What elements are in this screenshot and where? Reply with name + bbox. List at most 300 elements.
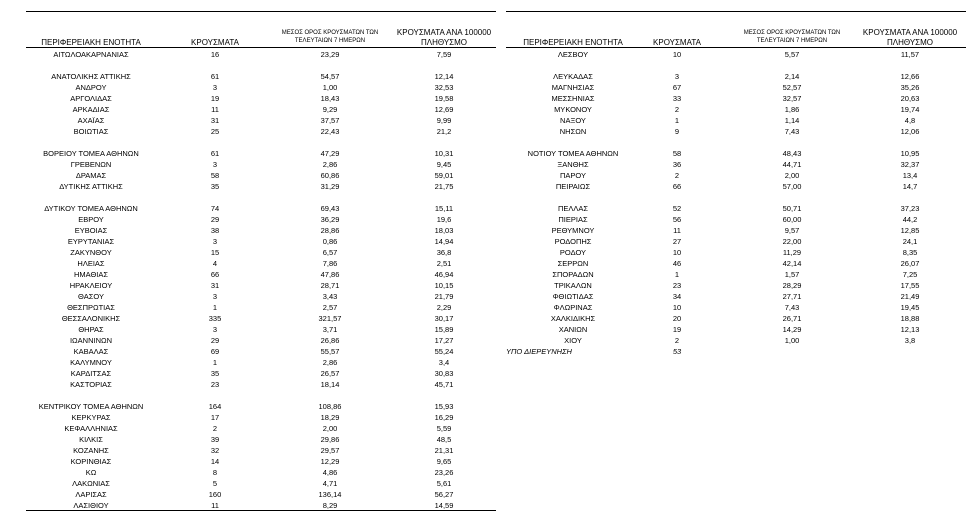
avg-cell: 57,00 <box>782 182 802 191</box>
table-row <box>26 203 496 214</box>
region-cell: ΜΑΓΝΗΣΙΑΣ <box>551 83 595 92</box>
table-row <box>26 346 496 357</box>
table-row <box>506 159 966 170</box>
cases-cell: 4 <box>212 259 218 268</box>
region-cell: ΘΑΣΟΥ <box>78 292 104 301</box>
region-cell: ΡΟΔΟΥ <box>559 248 587 257</box>
region-cell: ΧΑΝΙΩΝ <box>558 325 588 334</box>
region-cell: ΗΜΑΘΙΑΣ <box>73 270 109 279</box>
cases-cell: 16 <box>210 50 220 59</box>
cases-cell: 53 <box>672 347 682 356</box>
avg-cell: 0,86 <box>322 237 338 246</box>
avg-cell: 22,00 <box>782 237 802 246</box>
region-cell: ΑΡΓΟΛΙΔΑΣ <box>70 94 112 103</box>
avg-cell: 18,14 <box>320 380 340 389</box>
cases-cell: 11 <box>673 226 681 235</box>
region-cell: ΣΕΡΡΩΝ <box>557 259 589 268</box>
cases-cell: 74 <box>210 204 220 213</box>
region-cell: ΔΡΑΜΑΣ <box>75 171 107 180</box>
avg-cell: 28,86 <box>320 226 340 235</box>
region-cell: ΥΠΟ ΔΙΕΡΕΥΝΗΣΗ <box>506 347 572 356</box>
per100k-cell: 15,89 <box>434 325 454 334</box>
per100k-cell: 4,8 <box>904 116 916 125</box>
cases-cell: 11 <box>211 501 219 510</box>
region-cell: ΡΟΔΟΠΗΣ <box>554 237 592 246</box>
avg-cell: 29,57 <box>320 446 340 455</box>
region-cell: ΓΡΕΒΕΝΩΝ <box>70 160 112 169</box>
region-cell: ΚΕΡΚΥΡΑΣ <box>71 413 111 422</box>
region-cell: ΚΑΡΔΙΤΣΑΣ <box>70 369 112 378</box>
cases-cell: 20 <box>672 314 682 323</box>
table-row <box>26 291 496 302</box>
cases-cell: 58 <box>210 171 220 180</box>
table-row <box>26 302 496 313</box>
avg-cell: 1,00 <box>322 83 338 92</box>
table-row <box>26 401 496 412</box>
table-row <box>26 192 496 203</box>
cases-cell: 66 <box>672 182 682 191</box>
per100k-cell: 56,27 <box>434 490 454 499</box>
avg-cell: 32,57 <box>782 94 802 103</box>
per100k-cell: 13,4 <box>902 171 918 180</box>
region-cell: ΣΠΟΡΑΔΩΝ <box>552 270 594 279</box>
left-header-per100k-line2: ΠΛΗΘΥΣΜΟ <box>420 38 468 47</box>
region-cell: ΠΙΕΡΙΑΣ <box>558 215 588 224</box>
per100k-cell: 14,7 <box>902 182 918 191</box>
avg-cell: 22,43 <box>320 127 340 136</box>
per100k-cell: 10,15 <box>434 281 454 290</box>
table-row <box>506 302 966 313</box>
per100k-cell: 20,63 <box>900 94 920 103</box>
per100k-cell: 7,59 <box>436 50 452 59</box>
cases-cell: 15 <box>210 248 220 257</box>
region-cell: ΜΕΣΣΗΝΙΑΣ <box>551 94 595 103</box>
per100k-cell: 36,8 <box>436 248 452 257</box>
per100k-cell: 9,45 <box>436 160 452 169</box>
table-row <box>506 170 966 181</box>
per100k-cell: 15,93 <box>434 402 454 411</box>
region-cell: ΚΑΒΑΛΑΣ <box>73 347 109 356</box>
per100k-cell: 3,8 <box>904 336 916 345</box>
left-header-region: ΠΕΡΙΦΕΡΕΙΑΚΗ ΕΝΟΤΗΤΑ <box>41 38 141 47</box>
cases-cell: 2 <box>674 171 680 180</box>
cases-cell: 17 <box>210 413 220 422</box>
bottom-border-left <box>26 510 496 511</box>
region-cell: ΑΝΑΤΟΛΙΚΗΣ ΑΤΤΙΚΗΣ <box>51 72 131 81</box>
cases-cell: 33 <box>672 94 682 103</box>
region-cell: ΕΥΒΟΙΑΣ <box>74 226 108 235</box>
region-cell: ΛΑΡΙΣΑΣ <box>75 490 107 499</box>
avg-cell: 2,00 <box>322 424 338 433</box>
per100k-cell: 16,29 <box>434 413 454 422</box>
table-row <box>26 236 496 247</box>
avg-cell: 1,86 <box>784 105 800 114</box>
avg-cell: 37,57 <box>320 116 340 125</box>
region-cell: ΠΑΡΟΥ <box>559 171 586 180</box>
per100k-cell: 12,85 <box>900 226 920 235</box>
cases-cell: 58 <box>672 149 682 158</box>
table-row <box>26 456 496 467</box>
avg-cell: 18,29 <box>320 413 340 422</box>
avg-cell: 2,86 <box>322 160 338 169</box>
per100k-cell: 32,37 <box>900 160 920 169</box>
top-border-right <box>506 11 966 12</box>
table-row <box>506 104 966 115</box>
avg-cell: 54,57 <box>320 72 340 81</box>
avg-cell: 60,86 <box>320 171 340 180</box>
per100k-cell: 18,88 <box>900 314 920 323</box>
per100k-cell: 10,95 <box>900 149 920 158</box>
region-cell: ΚΩ <box>85 468 97 477</box>
avg-cell: 14,29 <box>782 325 802 334</box>
region-cell: ΕΒΡΟΥ <box>78 215 104 224</box>
region-cell: ΛΑΚΩΝΙΑΣ <box>72 479 110 488</box>
region-cell: ΒΟΙΩΤΙΑΣ <box>73 127 109 136</box>
per100k-cell: 5,59 <box>436 424 452 433</box>
cases-cell: 3 <box>212 160 218 169</box>
table-row <box>506 324 966 335</box>
table-row <box>26 159 496 170</box>
right-header-per100k-line2: ΠΛΗΘΥΣΜΟ <box>886 38 934 47</box>
avg-cell: 136,14 <box>318 490 342 499</box>
table-row <box>26 357 496 368</box>
cases-cell: 19 <box>210 94 220 103</box>
avg-cell: 31,29 <box>320 182 340 191</box>
per100k-cell: 19,6 <box>436 215 452 224</box>
cases-cell: 32 <box>210 446 220 455</box>
avg-cell: 52,57 <box>782 83 802 92</box>
region-cell: ΛΑΣΙΘΙΟΥ <box>73 501 109 510</box>
per100k-cell: 2,51 <box>436 259 452 268</box>
left-header-avg-line1: ΜΕΣΟΣ ΟΡΟΣ ΚΡΟΥΣΜΑΤΩΝ ΤΩΝ <box>281 30 379 36</box>
per100k-cell: 12,69 <box>434 105 454 114</box>
table-row <box>506 82 966 93</box>
cases-cell: 35 <box>210 369 220 378</box>
avg-cell: 9,57 <box>784 226 800 235</box>
per100k-cell: 46,94 <box>434 270 454 279</box>
per100k-cell: 12,14 <box>434 72 454 81</box>
region-cell: ΦΛΩΡΙΝΑΣ <box>553 303 593 312</box>
table-row <box>26 71 496 82</box>
cases-cell: 52 <box>672 204 682 213</box>
per100k-cell: 2,29 <box>436 303 452 312</box>
table-row <box>26 60 496 71</box>
region-cell: ΔΥΤΙΚΗΣ ΑΤΤΙΚΗΣ <box>59 182 123 191</box>
per100k-cell: 15,11 <box>434 204 454 213</box>
cases-cell: 11 <box>211 105 219 114</box>
avg-cell: 2,00 <box>784 171 800 180</box>
per100k-cell: 12,06 <box>900 127 920 136</box>
cases-cell: 335 <box>208 314 222 323</box>
cases-cell: 8 <box>212 468 218 477</box>
table-row <box>506 225 966 236</box>
avg-cell: 3,71 <box>322 325 338 334</box>
table-row <box>26 324 496 335</box>
avg-cell: 26,57 <box>320 369 340 378</box>
per100k-cell: 17,55 <box>900 281 920 290</box>
per100k-cell: 17,27 <box>434 336 454 345</box>
cases-cell: 1 <box>674 270 680 279</box>
region-cell: ΚΟΡΙΝΘΙΑΣ <box>70 457 112 466</box>
cases-cell: 36 <box>672 160 682 169</box>
per100k-cell: 10,31 <box>434 149 454 158</box>
avg-cell: 1,00 <box>784 336 800 345</box>
right-header-avg-line2: ΤΕΛΕΥΤΑΙΩΝ 7 ΗΜΕΡΩΝ <box>756 38 828 44</box>
table-row <box>506 115 966 126</box>
top-border-left <box>26 11 496 12</box>
table-row <box>26 148 496 159</box>
avg-cell: 9,29 <box>322 105 338 114</box>
per100k-cell: 35,26 <box>900 83 920 92</box>
table-row <box>26 247 496 258</box>
region-cell: ΧΙΟΥ <box>564 336 582 345</box>
per100k-cell: 24,1 <box>902 237 918 246</box>
left-header-cases: ΚΡΟΥΣΜΑΤΑ <box>191 38 239 47</box>
per100k-cell: 19,58 <box>434 94 454 103</box>
region-cell: ΞΑΝΘΗΣ <box>557 160 589 169</box>
table-row <box>506 126 966 137</box>
avg-cell: 44,71 <box>782 160 802 169</box>
table-row <box>26 313 496 324</box>
cases-cell: 160 <box>208 490 222 499</box>
avg-cell: 69,43 <box>320 204 340 213</box>
cases-cell: 39 <box>210 435 220 444</box>
region-cell: ΠΕΙΡΑΙΩΣ <box>555 182 591 191</box>
region-cell: ΗΡΑΚΛΕΙΟΥ <box>69 281 113 290</box>
avg-cell: 28,71 <box>320 281 340 290</box>
table-row <box>26 434 496 445</box>
table-row <box>506 49 966 60</box>
avg-cell: 8,29 <box>322 501 338 510</box>
table-row <box>26 225 496 236</box>
cases-cell: 66 <box>210 270 220 279</box>
per100k-cell: 30,83 <box>434 369 454 378</box>
cases-cell: 35 <box>210 182 220 191</box>
region-cell: ΚΑΣΤΟΡΙΑΣ <box>70 380 112 389</box>
per100k-cell: 44,2 <box>902 215 918 224</box>
table-row <box>506 181 966 192</box>
table-row <box>506 236 966 247</box>
avg-cell: 108,86 <box>318 402 342 411</box>
table-row <box>26 93 496 104</box>
per100k-cell: 7,25 <box>902 270 918 279</box>
table-row <box>26 82 496 93</box>
cases-cell: 1 <box>212 358 218 367</box>
cases-cell: 3 <box>674 72 680 81</box>
cases-cell: 2 <box>674 336 680 345</box>
table-row <box>26 258 496 269</box>
avg-cell: 7,43 <box>784 303 800 312</box>
region-cell: ΚΕΝΤΡΙΚΟΥ ΤΟΜΕΑ ΑΘΗΝΩΝ <box>38 402 144 411</box>
per100k-cell: 45,71 <box>434 380 454 389</box>
avg-cell: 26,71 <box>782 314 802 323</box>
left-header-avg-line2: ΤΕΛΕΥΤΑΙΩΝ 7 ΗΜΕΡΩΝ <box>294 38 366 44</box>
table-row <box>26 115 496 126</box>
region-cell: ΚΟΖΑΝΗΣ <box>73 446 109 455</box>
cases-cell: 23 <box>672 281 682 290</box>
region-cell: ΛΕΣΒΟΥ <box>557 50 589 59</box>
cases-cell: 29 <box>210 336 220 345</box>
right-header-cases: ΚΡΟΥΣΜΑΤΑ <box>653 38 701 47</box>
per100k-cell: 21,49 <box>900 292 920 301</box>
region-cell: ΝΑΞΟΥ <box>560 116 586 125</box>
avg-cell: 27,71 <box>782 292 802 301</box>
cases-cell: 14 <box>210 457 220 466</box>
per100k-cell: 8,35 <box>902 248 918 257</box>
region-cell: ΠΕΛΛΑΣ <box>557 204 589 213</box>
per100k-cell: 21,79 <box>434 292 454 301</box>
avg-cell: 1,14 <box>784 116 800 125</box>
region-cell: ΛΕΥΚΑΔΑΣ <box>553 72 593 81</box>
region-cell: ΑΡΚΑΔΙΑΣ <box>72 105 110 114</box>
table-row <box>506 346 966 357</box>
avg-cell: 47,86 <box>320 270 340 279</box>
cases-cell: 1 <box>212 303 218 312</box>
per100k-cell: 12,66 <box>900 72 920 81</box>
right-header-region: ΠΕΡΙΦΕΡΕΙΑΚΗ ΕΝΟΤΗΤΑ <box>523 38 623 47</box>
region-cell: ΚΕΦΑΛΛΗΝΙΑΣ <box>64 424 118 433</box>
table-row <box>26 423 496 434</box>
avg-cell: 42,14 <box>782 259 802 268</box>
region-cell: ΡΕΘΥΜΝΟΥ <box>551 226 595 235</box>
table-row <box>26 412 496 423</box>
avg-cell: 28,29 <box>782 281 802 290</box>
avg-cell: 23,29 <box>320 50 340 59</box>
region-cell: ΒΟΡΕΙΟΥ ΤΟΜΕΑ ΑΘΗΝΩΝ <box>43 149 139 158</box>
cases-cell: 3 <box>212 83 218 92</box>
region-cell: ΘΕΣΣΑΛΟΝΙΚΗΣ <box>61 314 121 323</box>
cases-cell: 10 <box>672 50 682 59</box>
cases-cell: 31 <box>210 116 220 125</box>
avg-cell: 18,43 <box>320 94 340 103</box>
per100k-cell: 30,17 <box>434 314 454 323</box>
table-row <box>26 269 496 280</box>
cases-cell: 1 <box>674 116 680 125</box>
table-row <box>26 170 496 181</box>
region-cell: ΕΥΡΥΤΑΝΙΑΣ <box>67 237 115 246</box>
cases-cell: 2 <box>212 424 218 433</box>
table-row <box>26 489 496 500</box>
cases-cell: 25 <box>210 127 220 136</box>
avg-cell: 26,86 <box>320 336 340 345</box>
region-cell: ΘΕΣΠΡΩΤΙΑΣ <box>67 303 115 312</box>
per100k-cell: 37,23 <box>900 204 920 213</box>
per100k-cell: 12,13 <box>900 325 920 334</box>
table-row <box>506 60 966 71</box>
table-row <box>26 335 496 346</box>
region-cell: ΝΟΤΙΟΥ ΤΟΜΕΑ ΑΘΗΝΩΝ <box>527 149 619 158</box>
region-cell: ΦΘΙΩΤΙΔΑΣ <box>552 292 594 301</box>
avg-cell: 4,71 <box>322 479 338 488</box>
cases-cell: 3 <box>212 292 218 301</box>
avg-cell: 11,29 <box>782 248 802 257</box>
table-row <box>26 104 496 115</box>
right-header-per100k-line1: ΚΡΟΥΣΜΑΤΑ ΑΝΑ 100000 <box>862 28 958 37</box>
per100k-cell: 14,94 <box>434 237 454 246</box>
per100k-cell: 32,53 <box>434 83 454 92</box>
avg-cell: 2,14 <box>784 72 800 81</box>
per100k-cell: 48,5 <box>436 435 452 444</box>
per100k-cell: 9,99 <box>436 116 452 125</box>
cases-cell: 23 <box>210 380 220 389</box>
table-row <box>26 49 496 60</box>
region-cell: ΚΑΛΥΜΝΟΥ <box>70 358 112 367</box>
table-row <box>506 71 966 82</box>
region-cell: ΑΙΤΩΛΟΑΚΑΡΝΑΝΙΑΣ <box>53 50 129 59</box>
avg-cell: 5,57 <box>784 50 800 59</box>
avg-cell: 47,29 <box>320 149 340 158</box>
table-row <box>506 148 966 159</box>
table-row <box>26 467 496 478</box>
cases-cell: 46 <box>672 259 682 268</box>
table-row <box>26 445 496 456</box>
avg-cell: 55,57 <box>320 347 340 356</box>
right-table-body <box>506 49 966 357</box>
table-row <box>26 137 496 148</box>
table-row <box>506 214 966 225</box>
per100k-cell: 14,59 <box>434 501 454 510</box>
table-row <box>506 269 966 280</box>
cases-cell: 2 <box>674 105 680 114</box>
avg-cell: 29,86 <box>320 435 340 444</box>
per100k-cell: 5,61 <box>436 479 452 488</box>
per100k-cell: 21,2 <box>436 127 452 136</box>
cases-cell: 10 <box>672 303 682 312</box>
per100k-cell: 26,07 <box>900 259 920 268</box>
per100k-cell: 55,24 <box>434 347 454 356</box>
avg-cell: 7,43 <box>784 127 800 136</box>
region-cell: ΖΑΚΥΝΘΟΥ <box>70 248 112 257</box>
region-cell: ΝΗΣΩΝ <box>559 127 587 136</box>
per100k-cell: 18,03 <box>434 226 454 235</box>
region-cell: ΘΗΡΑΣ <box>78 325 104 334</box>
avg-cell: 60,00 <box>782 215 802 224</box>
avg-cell: 1,57 <box>784 270 800 279</box>
table-row <box>506 280 966 291</box>
region-cell: ΚΙΛΚΙΣ <box>79 435 103 444</box>
avg-cell: 4,86 <box>322 468 338 477</box>
cases-cell: 9 <box>674 127 680 136</box>
table-row <box>506 313 966 324</box>
table-row <box>26 368 496 379</box>
region-cell: ΑΧΑΪΑΣ <box>77 116 105 125</box>
cases-cell: 34 <box>672 292 682 301</box>
table-row <box>26 379 496 390</box>
table-row <box>26 181 496 192</box>
cases-cell: 10 <box>672 248 682 257</box>
per100k-cell: 3,4 <box>438 358 450 367</box>
table-row <box>26 390 496 401</box>
region-cell: ΜΥΚΟΝΟΥ <box>554 105 592 114</box>
left-header-per100k-line1: ΚΡΟΥΣΜΑΤΑ ΑΝΑ 100000 <box>396 28 492 37</box>
table-row <box>506 335 966 346</box>
table-row <box>506 93 966 104</box>
per100k-cell: 21,31 <box>434 446 454 455</box>
cases-cell: 61 <box>210 72 220 81</box>
region-cell: ΔΥΤΙΚΟΥ ΤΟΜΕΑ ΑΘΗΝΩΝ <box>44 204 138 213</box>
table-row <box>506 203 966 214</box>
cases-cell: 3 <box>212 237 218 246</box>
table-row <box>506 192 966 203</box>
avg-cell: 6,57 <box>322 248 338 257</box>
avg-cell: 50,71 <box>782 204 802 213</box>
cases-cell: 31 <box>210 281 220 290</box>
avg-cell: 48,43 <box>782 149 802 158</box>
left-header-rule <box>26 47 496 48</box>
cases-cell: 164 <box>208 402 222 411</box>
cases-cell: 61 <box>210 149 220 158</box>
right-header-avg-line1: ΜΕΣΟΣ ΟΡΟΣ ΚΡΟΥΣΜΑΤΩΝ ΤΩΝ <box>743 30 841 36</box>
